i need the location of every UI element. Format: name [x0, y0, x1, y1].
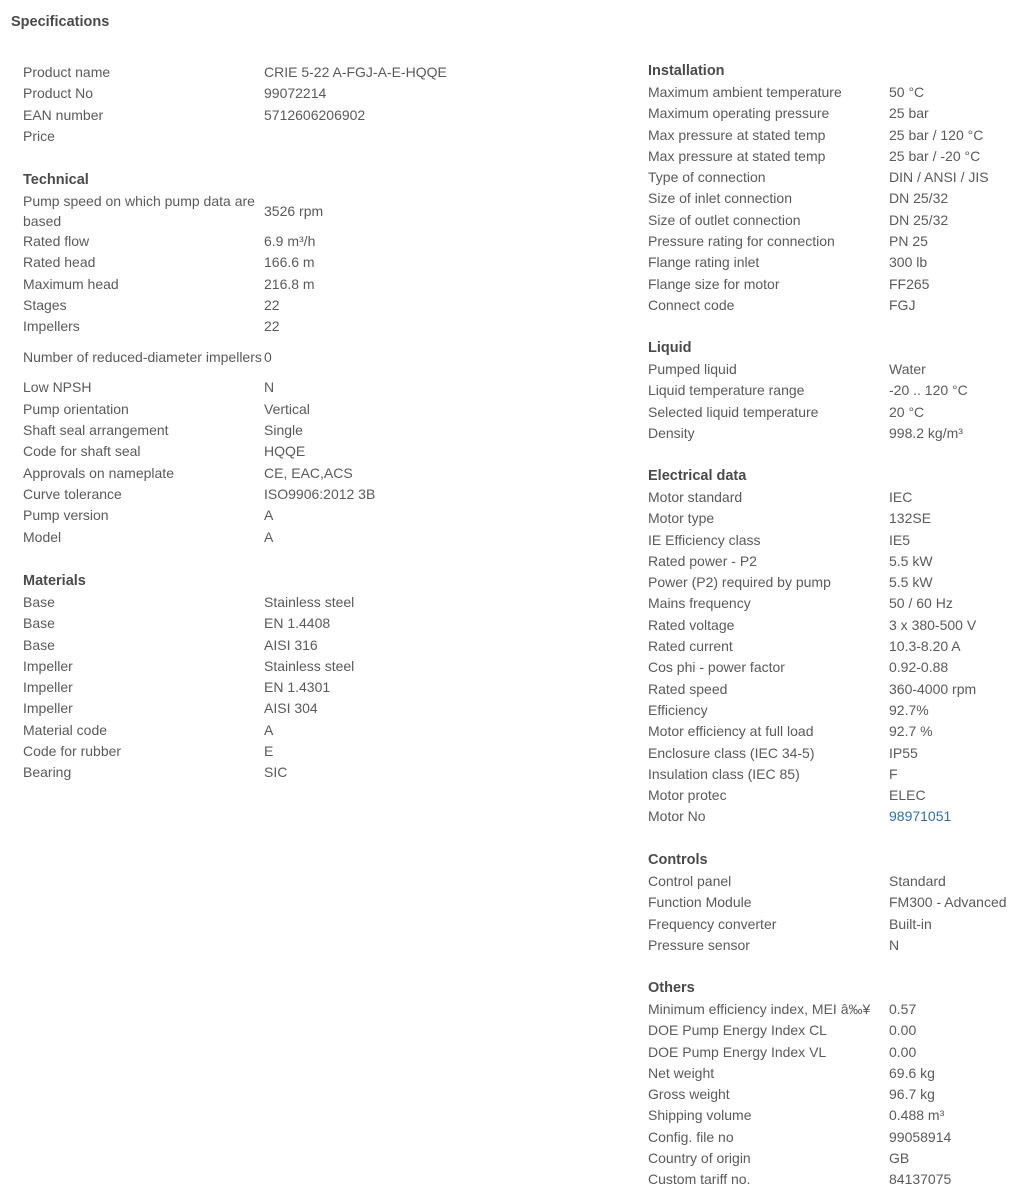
spec-value: 5712606206902 [264, 106, 366, 123]
spec-value: 3 x 380-500 V [889, 616, 977, 633]
spec-label: Liquid temperature range [648, 382, 805, 399]
spec-value: Single [264, 422, 303, 439]
spec-value: A [264, 528, 274, 545]
spec-value: 10.3-8.20 A [889, 638, 961, 655]
spec-label: Rated voltage [648, 616, 735, 633]
spec-value: DN 25/32 [889, 211, 949, 228]
spec-row [648, 82, 989, 103]
spec-row [23, 613, 354, 634]
spec-row [648, 935, 1007, 956]
spec-value: HQQE [264, 443, 306, 460]
spec-label: EAN number [23, 106, 104, 123]
spec-value: 92.7 % [889, 723, 933, 740]
spec-value: 96.7 kg [889, 1086, 935, 1103]
spec-section-electrical-data [648, 466, 976, 828]
spec-label: Rated head [23, 254, 96, 271]
spec-row [23, 105, 447, 126]
spec-label: Net weight [648, 1064, 715, 1081]
spec-row [23, 377, 375, 398]
spec-row [648, 125, 989, 146]
spec-section-materials [23, 571, 354, 784]
spec-row [23, 316, 375, 337]
spec-row [648, 231, 989, 252]
spec-value: A [264, 507, 274, 524]
spec-value: 20 °C [889, 403, 925, 420]
spec-row [648, 210, 989, 231]
spec-label: Bearing [23, 764, 72, 781]
spec-value: 300 lb [889, 254, 928, 271]
spec-row [648, 1105, 951, 1126]
spec-value: 0.92-0.88 [889, 659, 949, 676]
spec-label: Pressure sensor [648, 936, 750, 953]
spec-row [23, 441, 375, 462]
spec-row [648, 721, 976, 742]
section-title: Electrical data [648, 468, 747, 484]
spec-row [648, 252, 989, 273]
spec-value: Water [889, 361, 926, 377]
spec-value: AISI 304 [264, 700, 318, 717]
spec-row [23, 252, 375, 273]
spec-label: Flange size for motor [648, 275, 780, 292]
spec-label: Motor type [648, 510, 715, 527]
spec-label: Code for shaft seal [23, 443, 141, 460]
spec-row [648, 657, 976, 678]
spec-row [23, 231, 375, 252]
spec-value: FGJ [889, 296, 916, 313]
spec-row [23, 274, 375, 295]
spec-row [648, 1063, 951, 1084]
spec-row [23, 527, 375, 548]
spec-label: Motor standard [648, 489, 743, 505]
spec-label: Rated current [648, 638, 733, 655]
spec-row [23, 191, 375, 231]
spec-label: Price [23, 127, 55, 144]
section-title: Technical [23, 172, 89, 188]
spec-label: Mains frequency [648, 595, 751, 612]
spec-label: Product No [23, 85, 94, 102]
spec-label: Pumped liquid [648, 361, 737, 377]
spec-label: IE Efficiency class [648, 531, 761, 548]
spec-label: Pump speed on which pump data are based [23, 193, 255, 229]
spec-label: Curve tolerance [23, 485, 122, 502]
spec-label: Power (P2) required by pump [648, 574, 831, 591]
spec-row [648, 914, 1007, 935]
spec-label: Rated speed [648, 680, 728, 697]
spec-label: Config. file no [648, 1128, 734, 1145]
spec-label: Maximum head [23, 275, 119, 292]
spec-row [23, 420, 375, 441]
spec-label: Impellers [23, 318, 80, 335]
spec-row [23, 635, 354, 656]
spec-value: Stainless steel [264, 594, 355, 610]
spec-label: Max pressure at stated temp [648, 126, 826, 143]
spec-value: PN 25 [889, 233, 928, 250]
spec-value: 0.00 [889, 1022, 917, 1039]
spec-value: 25 bar / 120 °C [889, 126, 984, 143]
spec-value: 69.6 kg [889, 1064, 935, 1081]
spec-label: Control panel [648, 873, 732, 889]
spec-value: 216.8 m [264, 275, 315, 292]
spec-label: Selected liquid temperature [648, 403, 819, 420]
spec-label: Efficiency [648, 701, 708, 718]
spec-value: EN 1.4301 [264, 679, 331, 696]
spec-row [648, 508, 976, 529]
spec-label: DOE Pump Energy Index CL [648, 1022, 827, 1039]
spec-value: 360-4000 rpm [889, 680, 977, 697]
spec-label: Impeller [23, 700, 73, 717]
spec-value: 84137075 [889, 1171, 952, 1188]
spec-label: Product name [23, 64, 111, 80]
spec-row [648, 999, 951, 1020]
spec-row [648, 1084, 951, 1105]
spec-value: -20 .. 120 °C [889, 382, 968, 399]
spec-row [648, 103, 989, 124]
spec-value: IE5 [889, 531, 911, 548]
spec-value: 50 / 60 Hz [889, 595, 953, 612]
spec-row [23, 505, 375, 526]
spec-label: Function Module [648, 894, 752, 911]
spec-row [23, 677, 354, 698]
spec-label: Stages [23, 296, 67, 313]
spec-row [23, 656, 354, 677]
spec-value: 22 [264, 318, 280, 335]
spec-value: SIC [264, 764, 288, 781]
spec-label: Max pressure at stated temp [648, 147, 826, 164]
spec-row [23, 295, 375, 316]
spec-value: 132SE [889, 510, 932, 527]
spec-value: GB [889, 1150, 910, 1167]
spec-value: IEC [889, 489, 913, 505]
section-title: Materials [23, 573, 86, 589]
spec-value: Vertical [264, 400, 310, 417]
spec-label: Gross weight [648, 1086, 730, 1103]
spec-label: Motor efficiency at full load [648, 723, 814, 740]
spec-row [648, 615, 976, 636]
spec-value: 0.00 [889, 1043, 917, 1060]
spec-label: Low NPSH [23, 379, 92, 396]
spec-label: Size of outlet connection [648, 211, 801, 228]
spec-value: 25 bar / -20 °C [889, 147, 981, 164]
spec-value: 3526 rpm [264, 203, 324, 219]
spec-row [23, 337, 375, 377]
section-title: Liquid [648, 340, 692, 356]
section-title: Others [648, 980, 695, 996]
spec-row [23, 399, 375, 420]
spec-value: E [264, 743, 274, 760]
spec-row [648, 530, 976, 551]
spec-row [23, 463, 375, 484]
spec-row [648, 806, 976, 827]
spec-label: Country of origin [648, 1150, 751, 1167]
spec-value: Stainless steel [264, 657, 355, 674]
spec-section-technical [23, 170, 375, 548]
spec-label: Custom tariff no. [648, 1171, 751, 1188]
spec-value: CE, EAC,ACS [264, 464, 353, 481]
spec-label: Minimum efficiency index, MEI â‰¥ [648, 1001, 871, 1017]
spec-value: ISO9906:2012 3B [264, 485, 376, 502]
spec-label: Pressure rating for connection [648, 233, 835, 250]
spec-row [648, 146, 989, 167]
spec-row [23, 698, 354, 719]
spec-label: Base [23, 615, 55, 632]
spec-value: A [264, 721, 274, 738]
spec-value: FF265 [889, 275, 930, 292]
spec-label: DOE Pump Energy Index VL [648, 1043, 827, 1060]
spec-row [648, 188, 989, 209]
spec-label: Approvals on nameplate [23, 464, 174, 481]
spec-value: 0.488 m³ [889, 1107, 945, 1124]
spec-label: Maximum operating pressure [648, 105, 830, 122]
spec-label: Connect code [648, 296, 735, 313]
spec-label: Code for rubber [23, 743, 122, 760]
spec-row [648, 295, 989, 316]
spec-label: Size of inlet connection [648, 190, 792, 207]
spec-value: 166.6 m [264, 254, 315, 271]
spec-value: 99072214 [264, 85, 327, 102]
spec-label: Number of reduced-diameter impellers [23, 349, 262, 366]
spec-value: ELEC [889, 787, 926, 804]
spec-label: Motor No [648, 808, 706, 825]
spec-value: Standard [889, 873, 946, 889]
spec-row [648, 402, 968, 423]
spec-label: Pump version [23, 507, 109, 524]
spec-row [648, 700, 976, 721]
spec-section-others [648, 978, 951, 1191]
spec-row [648, 764, 976, 785]
spec-row [648, 1127, 951, 1148]
spec-value: FM300 - Advanced [889, 894, 1007, 911]
spec-value: 0 [264, 349, 272, 366]
spec-value: 6.9 m³/h [264, 233, 316, 249]
spec-value: 5.5 kW [889, 574, 933, 591]
spec-row [648, 636, 976, 657]
spec-section-installation [648, 61, 989, 316]
spec-row [23, 62, 447, 83]
spec-row [23, 741, 354, 762]
spec-label: Base [23, 636, 55, 653]
section-title: Installation [648, 63, 725, 79]
spec-label: Impeller [23, 679, 73, 696]
spec-row [23, 592, 354, 613]
spec-value: 92.7% [889, 701, 929, 718]
spec-row [648, 1169, 951, 1190]
spec-label: Rated power - P2 [648, 552, 757, 569]
spec-label: Type of connection [648, 169, 766, 186]
spec-value: 998.2 kg/m³ [889, 424, 963, 441]
spec-row [23, 126, 447, 147]
spec-row [648, 274, 989, 295]
spec-row [648, 572, 976, 593]
spec-value: Built-in [889, 915, 932, 932]
spec-row [648, 1042, 951, 1063]
spec-label: Rated flow [23, 233, 90, 249]
spec-row [23, 762, 354, 783]
spec-value: IP55 [889, 744, 918, 761]
spec-row [23, 720, 354, 741]
spec-value: CRIE 5-22 A-FGJ-A-E-HQQE [264, 64, 447, 80]
spec-row [648, 380, 968, 401]
motor-number-link[interactable]: 98971051 [889, 808, 952, 825]
spec-label: Base [23, 594, 55, 610]
spec-row [648, 1148, 951, 1169]
spec-label: Shaft seal arrangement [23, 422, 169, 439]
spec-row [648, 167, 989, 188]
spec-value: 99058914 [889, 1128, 952, 1145]
spec-value: 22 [264, 296, 280, 313]
spec-label: Motor protec [648, 787, 727, 804]
page-title: Specifications [11, 14, 110, 30]
spec-value: EN 1.4408 [264, 615, 331, 632]
spec-label: Enclosure class (IEC 34-5) [648, 744, 815, 761]
spec-section-controls [648, 850, 1007, 956]
spec-section-liquid [648, 338, 968, 444]
spec-label: Density [648, 424, 695, 441]
spec-row [648, 551, 976, 572]
spec-row [23, 83, 447, 104]
spec-label: Cos phi - power factor [648, 659, 785, 676]
spec-value: DN 25/32 [889, 190, 949, 207]
spec-value: F [889, 765, 898, 782]
spec-label: Shipping volume [648, 1107, 752, 1124]
spec-value: 0.57 [889, 1001, 917, 1017]
spec-value: DIN / ANSI / JIS [889, 169, 989, 186]
spec-value: 50 °C [889, 84, 925, 100]
spec-value: N [889, 936, 900, 953]
spec-label: Impeller [23, 657, 73, 674]
spec-row [648, 679, 976, 700]
spec-value: N [264, 379, 275, 396]
spec-label: Frequency converter [648, 915, 777, 932]
spec-row [648, 871, 1007, 892]
spec-label: Model [23, 528, 62, 545]
spec-value: AISI 316 [264, 636, 318, 653]
spec-row [648, 359, 968, 380]
spec-label: Pump orientation [23, 400, 129, 417]
spec-row [648, 593, 976, 614]
spec-label: Insulation class (IEC 85) [648, 765, 800, 782]
spec-row [648, 423, 968, 444]
section-title: Controls [648, 852, 708, 868]
spec-row [648, 785, 976, 806]
spec-label: Material code [23, 721, 108, 738]
spec-row [648, 487, 976, 508]
spec-value: 5.5 kW [889, 552, 933, 569]
spec-label: Maximum ambient temperature [648, 84, 842, 100]
spec-row [648, 1020, 951, 1041]
spec-row [648, 892, 1007, 913]
spec-row [648, 743, 976, 764]
spec-row [23, 484, 375, 505]
spec-label: Flange rating inlet [648, 254, 760, 271]
spec-value: 25 bar [889, 105, 929, 122]
spec-section-general [23, 62, 447, 147]
